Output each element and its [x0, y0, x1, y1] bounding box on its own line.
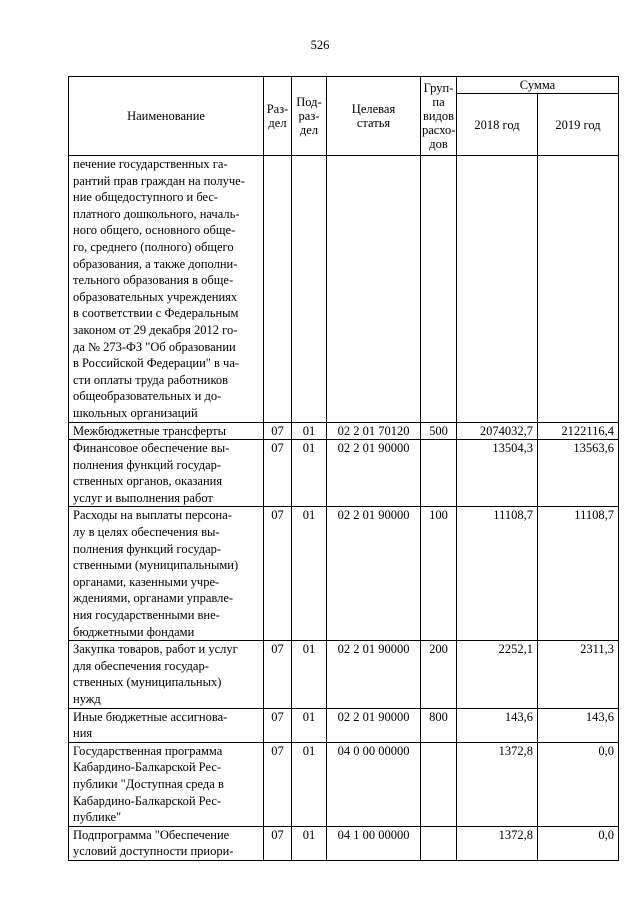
row-sum-2019-text: 143,6: [585, 709, 614, 724]
row-sum-2018: [457, 742, 538, 826]
row-expense-group: [421, 708, 457, 742]
row-expense-group-text: 500: [429, 423, 448, 438]
header-section-text: Раз- дел: [266, 102, 289, 130]
row-target-article: [327, 422, 421, 440]
row-section: [264, 641, 292, 708]
row-name-text: Межбюджетные трансферты: [73, 423, 227, 438]
table-row: [69, 440, 619, 507]
row-name: [69, 156, 264, 423]
row-name: [69, 708, 264, 742]
row-expense-group: [421, 156, 457, 423]
row-name-text: Расходы на выплаты персона- лу в целях обеспечения вы- полнения функций государ- ственными (муниципальными) органами, казенными учре- ждениями, органами управле- ния государственными вне- бюджетными фондами: [73, 508, 239, 639]
row-target-article-text: 02 2 01 90000: [337, 642, 410, 657]
row-sum-2019: [538, 826, 619, 860]
row-sum-2018-text: 11108,7: [493, 508, 533, 523]
header-sum: [457, 77, 619, 94]
row-target-article: [327, 641, 421, 708]
header-subsection-text: Под- раз- дел: [296, 95, 322, 137]
row-name-text: Государственная программа Кабардино-Балкарской Рес- публики "Доступная среда в Кабардино-Балкарской Рес- публике": [73, 743, 224, 825]
row-sum-2019-text: 0,0: [598, 827, 614, 842]
row-name: [69, 440, 264, 507]
header-subsection: [292, 77, 327, 156]
row-section: [264, 156, 292, 423]
row-sum-2018-text: 143,6: [504, 709, 533, 724]
row-section: [264, 742, 292, 826]
row-subsection: [292, 422, 327, 440]
row-sum-2019-text: 0,0: [598, 743, 614, 758]
row-expense-group-text: 100: [429, 508, 448, 523]
row-subsection: [292, 507, 327, 641]
row-expense-group: [421, 440, 457, 507]
row-target-article-text: 02 2 01 90000: [337, 709, 410, 724]
row-sum-2019: [538, 422, 619, 440]
header-expense-group: [421, 77, 457, 156]
row-sum-2019-text: 2122116,4: [561, 423, 614, 438]
row-section: [264, 826, 292, 860]
row-target-article-text: 04 0 00 00000: [337, 743, 410, 758]
row-subsection: [292, 708, 327, 742]
row-subsection: [292, 742, 327, 826]
row-sum-2019-text: 13563,6: [573, 441, 614, 456]
row-name-text: Иные бюджетные ассигнова- ния: [73, 709, 228, 741]
row-subsection: [292, 156, 327, 423]
header-name: [69, 77, 264, 156]
row-expense-group: [421, 507, 457, 641]
table-row: [69, 641, 619, 708]
row-sum-2018: [457, 708, 538, 742]
row-subsection-text: 01: [302, 441, 316, 456]
table-row: [69, 708, 619, 742]
row-target-article: [327, 826, 421, 860]
row-sum-2018: [457, 422, 538, 440]
row-sum-2019-text: 11108,7: [574, 508, 614, 523]
row-section: [264, 507, 292, 641]
row-name: [69, 742, 264, 826]
row-sum-2018-text: 13504,3: [492, 441, 533, 456]
row-subsection-text: 01: [302, 423, 316, 438]
row-expense-group: [421, 422, 457, 440]
row-section-text: 07: [271, 827, 284, 842]
header-section: [264, 77, 292, 156]
row-expense-group-text: 800: [429, 709, 448, 724]
row-sum-2019: [538, 641, 619, 708]
header-sum-text: Сумма: [519, 78, 556, 92]
table-row: [69, 742, 619, 826]
row-section: [264, 422, 292, 440]
row-target-article-text: 04 1 00 00000: [337, 827, 410, 842]
row-sum-2018-text: 1372,8: [498, 743, 533, 758]
row-sum-2018: [457, 826, 538, 860]
row-subsection-text: 01: [302, 709, 316, 724]
row-sum-2019: [538, 156, 619, 423]
row-name: [69, 507, 264, 641]
header-year-2019-text: 2019 год: [555, 117, 601, 132]
row-name: [69, 641, 264, 708]
budget-table: [68, 76, 619, 861]
row-section: [264, 708, 292, 742]
row-sum-2019-text: 2311,3: [580, 642, 614, 657]
row-section-text: 07: [271, 508, 284, 523]
row-sum-2019: [538, 708, 619, 742]
row-target-article-text: 02 2 01 90000: [337, 508, 410, 523]
header-target-article: [327, 77, 421, 156]
row-sum-2019: [538, 742, 619, 826]
row-subsection-text: 01: [302, 508, 316, 523]
header-target-article-text: Целевая статья: [351, 102, 396, 130]
row-subsection-text: 01: [302, 743, 316, 758]
row-sum-2018: [457, 156, 538, 423]
header-year-2018: [457, 94, 538, 156]
row-expense-group: [421, 641, 457, 708]
row-sum-2018-text: 2252,1: [498, 642, 533, 657]
row-name-text: Закупка товаров, работ и услуг для обеспечения государ- ственных (муниципальных) нужд: [73, 642, 238, 706]
table-row: [69, 507, 619, 641]
page-number: 526: [310, 38, 330, 52]
row-target-article: [327, 156, 421, 423]
header-year-2018-text: 2018 год: [474, 117, 520, 132]
row-target-article-text: 02 2 01 90000: [337, 441, 410, 456]
row-name: [69, 826, 264, 860]
table-body: [69, 156, 619, 861]
row-expense-group-text: 200: [429, 642, 448, 657]
row-sum-2019: [538, 507, 619, 641]
row-target-article: [327, 708, 421, 742]
table-row: [69, 422, 619, 440]
row-target-article: [327, 440, 421, 507]
row-expense-group: [421, 826, 457, 860]
row-name-text: Финансовое обеспечение вы- полнения функций государ- ственных органов, оказания услуг и выполнения работ: [73, 441, 230, 505]
row-subsection-text: 01: [302, 642, 316, 657]
row-section-text: 07: [271, 441, 284, 456]
header-year-2019: [538, 94, 619, 156]
row-subsection: [292, 440, 327, 507]
table-row: [69, 156, 619, 423]
row-sum-2019: [538, 440, 619, 507]
row-name-text: печение государственных га- рантий прав граждан на получе- ние общедоступного и бес- платного дошкольного, началь- ного общего, основного обще- го, среднего (полного) общего образования, а также дополни- тельного образования в обще- образовательных учреждениях в соответствии с Федеральным законом от 29 декабря 2012 го- да № 273-ФЗ "Об образовании в Российской Федерации" в ча- сти оплаты труда работников общеобразовательных и до- школьных организаций: [73, 157, 245, 420]
header-expense-group-text: Груп- па видов расхо- дов: [422, 81, 456, 151]
row-section: [264, 440, 292, 507]
row-section-text: 07: [271, 743, 284, 758]
row-section-text: 07: [271, 709, 284, 724]
row-sum-2018: [457, 440, 538, 507]
row-target-article: [327, 742, 421, 826]
row-expense-group: [421, 742, 457, 826]
row-subsection-text: 01: [302, 827, 316, 842]
row-target-article: [327, 507, 421, 641]
row-sum-2018-text: 1372,8: [498, 827, 533, 842]
row-name-text: Подпрограмма "Обеспечение условий доступности приори-: [73, 827, 234, 859]
row-subsection: [292, 826, 327, 860]
row-section-text: 07: [271, 423, 284, 438]
row-sum-2018-text: 2074032,7: [479, 423, 533, 438]
header-name-text: Наименование: [127, 109, 205, 123]
row-name: [69, 422, 264, 440]
row-sum-2018: [457, 507, 538, 641]
row-section-text: 07: [271, 642, 284, 657]
row-target-article-text: 02 2 01 70120: [337, 423, 410, 438]
row-subsection: [292, 641, 327, 708]
table-row: [69, 826, 619, 860]
row-sum-2018: [457, 641, 538, 708]
